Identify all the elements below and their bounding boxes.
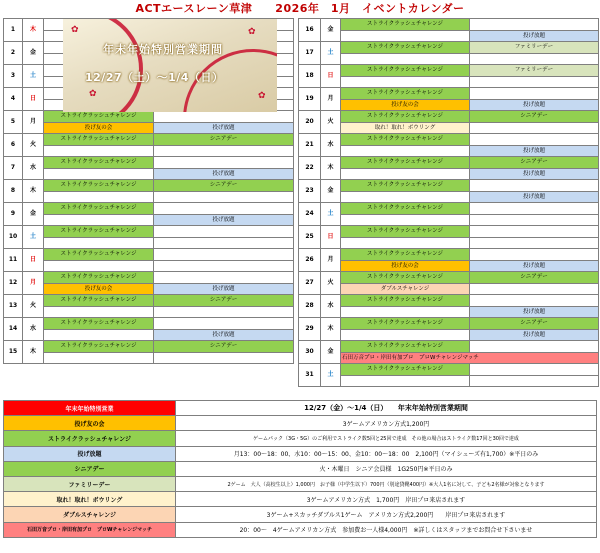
day-of-week: 木: [23, 19, 44, 42]
legend-label: ダブルスチャレンジ: [4, 507, 176, 522]
day-of-week: 月: [321, 88, 341, 111]
blossom-icon: ✿: [258, 91, 266, 101]
day-number: 1: [4, 19, 23, 42]
event-strike: ストライクラッシュチャレンジ: [44, 226, 154, 238]
event-hodai: 投げ放題: [154, 283, 294, 295]
calendar-row: [299, 30, 599, 42]
banner-dates: 12/27（土）～1/4（日）: [85, 71, 224, 84]
empty-cell: [470, 341, 599, 353]
calendar-row: [299, 272, 599, 284]
event-strike: ストライクラッシュチャレンジ: [44, 272, 154, 284]
empty-cell: [341, 145, 470, 157]
event-cell: 石田万音プロ・岸田有加プロ プロWチャレンジマッチ: [341, 352, 599, 364]
empty-cell: [341, 53, 470, 65]
calendar-row: [4, 318, 294, 330]
empty-cell: [44, 191, 154, 203]
calendar-row: [299, 145, 599, 157]
empty-cell: [470, 249, 599, 261]
event-strike: ストライクラッシュチャレンジ: [341, 249, 470, 261]
calendar-row: [299, 375, 599, 387]
legend-description: 20：00～ 4ゲームアメリカン方式 参加費お一人様4,000円 ※詳しくはスタッフまでお問合せ下さいませ: [176, 522, 597, 537]
day-of-week: 火: [23, 295, 44, 318]
calendar-row: [4, 180, 294, 192]
day-number: 13: [4, 295, 23, 318]
legend-description: 火・木曜日 シニア会員様 1G250円※平日のみ: [176, 461, 597, 476]
event-senior: シニアデー: [470, 318, 599, 330]
empty-cell: [470, 364, 599, 376]
day-number: 3: [4, 65, 23, 88]
day-number: 4: [4, 88, 23, 111]
day-number: 20: [299, 111, 321, 134]
empty-cell: [154, 260, 294, 272]
day-number: 12: [4, 272, 23, 295]
calendar-row: [299, 352, 599, 364]
empty-cell: [470, 122, 599, 134]
legend-table: [3, 400, 597, 538]
page-title: ACTエースレーン草津 2026年 1月 イベントカレンダー: [135, 2, 465, 15]
event-strike: ストライクラッシュチャレンジ: [341, 180, 470, 192]
event-nage: 投げ友の会: [44, 283, 154, 295]
day-number: 22: [299, 157, 321, 180]
event-senior: シニアデー: [154, 134, 294, 146]
empty-cell: [154, 249, 294, 261]
event-strike: ストライクラッシュチャレンジ: [44, 341, 154, 353]
day-of-week: 日: [321, 226, 341, 249]
legend-row: [4, 461, 597, 476]
empty-cell: [154, 157, 294, 169]
empty-cell: [154, 318, 294, 330]
calendar-row: [299, 341, 599, 353]
legend-description: 3ゲーム+スカッチダブルス1ゲーム アメリカン方式2,200円 岸田プロ来店されます: [176, 507, 597, 522]
event-strike: ストライクラッシュチャレンジ: [341, 42, 470, 54]
calendar-row: [299, 19, 599, 31]
day-of-week: 金: [321, 341, 341, 364]
calendar-row: [4, 203, 294, 215]
event-senior: シニアデー: [470, 111, 599, 123]
empty-cell: [44, 329, 154, 341]
calendar-row: [299, 295, 599, 307]
event-senior: シニアデー: [154, 180, 294, 192]
empty-cell: [470, 375, 599, 387]
day-of-week: 月: [23, 111, 44, 134]
event-strike: ストライクラッシュチャレンジ: [341, 65, 470, 77]
event-senior: シニアデー: [154, 295, 294, 307]
empty-cell: [44, 214, 154, 226]
legend-row: [4, 431, 597, 446]
day-of-week: 日: [321, 65, 341, 88]
legend-label: 投げ友の会: [4, 416, 176, 431]
event-nage: 投げ友の会: [341, 99, 470, 111]
day-of-week: 土: [321, 364, 341, 387]
calendar-row: [4, 134, 294, 146]
calendar-row: [4, 329, 294, 341]
legend-label: ファミリーデー: [4, 476, 176, 491]
empty-cell: [470, 214, 599, 226]
event-strike: ストライクラッシュチャレンジ: [341, 341, 470, 353]
day-of-week: 水: [23, 318, 44, 341]
legend-row: [4, 446, 597, 461]
day-number: 7: [4, 157, 23, 180]
event-hodai: 投げ放題: [470, 329, 599, 341]
empty-cell: [341, 30, 470, 42]
empty-cell: [341, 329, 470, 341]
event-senior: シニアデー: [154, 341, 294, 353]
day-of-week: 木: [23, 180, 44, 203]
event-strike: ストライクラッシュチャレンジ: [341, 318, 470, 330]
event-senior: シニアデー: [470, 272, 599, 284]
calendar-row: [299, 306, 599, 318]
event-strike: ストライクラッシュチャレンジ: [341, 157, 470, 169]
event-senior: シニアデー: [470, 157, 599, 169]
empty-cell: [154, 111, 294, 123]
empty-cell: [341, 76, 470, 88]
empty-cell: [341, 306, 470, 318]
event-boring: 取れ！取れ！ボウリング: [341, 122, 470, 134]
legend-label: シニアデー: [4, 461, 176, 476]
empty-cell: [154, 226, 294, 238]
day-of-week: 木: [321, 157, 341, 180]
calendar-row: [299, 76, 599, 88]
empty-cell: [470, 203, 599, 215]
calendar-row: [4, 145, 294, 157]
day-of-week: 日: [23, 249, 44, 272]
day-number: 8: [4, 180, 23, 203]
day-of-week: 金: [23, 42, 44, 65]
event-strike: ストライクラッシュチャレンジ: [341, 364, 470, 376]
event-strike: ストライクラッシュチャレンジ: [341, 134, 470, 146]
event-nage: 投げ友の会: [341, 260, 470, 272]
day-number: 5: [4, 111, 23, 134]
legend-label: 石田万音プロ・岸田有加プロ プロWチャレンジマッチ: [4, 522, 176, 537]
empty-cell: [470, 134, 599, 146]
calendar-row: [299, 180, 599, 192]
day-number: 28: [299, 295, 321, 318]
legend-row: [4, 416, 597, 431]
empty-cell: [341, 237, 470, 249]
empty-cell: [44, 168, 154, 180]
day-of-week: 火: [321, 111, 341, 134]
empty-cell: [154, 191, 294, 203]
legend-row: [4, 401, 597, 416]
calendar-row: [4, 352, 294, 364]
calendar-row: [4, 237, 294, 249]
legend-label: 年末年始特別営業: [4, 401, 176, 416]
event-hodai: 投げ放題: [154, 329, 294, 341]
blossom-icon: ✿: [248, 27, 256, 37]
event-strike: ストライクラッシュチャレンジ: [44, 318, 154, 330]
calendar-row: [4, 191, 294, 203]
day-number: 15: [4, 341, 23, 364]
legend-label: 取れ！取れ！ボウリング: [4, 492, 176, 507]
legend-description: 2ゲーム 大人（高校生以上）1,000円 お子様（中学生以下）700円（別途貸靴400円）※大人1名に対して、子ども2名様が対象となります: [176, 476, 597, 491]
day-number: 29: [299, 318, 321, 341]
calendar-row: [299, 111, 599, 123]
day-of-week: 月: [321, 249, 341, 272]
empty-cell: [44, 145, 154, 157]
day-of-week: 金: [321, 19, 341, 42]
calendar-row: [299, 65, 599, 77]
event-strike: ストライクラッシュチャレンジ: [341, 272, 470, 284]
calendar-row: [299, 168, 599, 180]
day-of-week: 土: [321, 203, 341, 226]
empty-cell: [44, 352, 154, 364]
legend-row: [4, 507, 597, 522]
empty-cell: [341, 168, 470, 180]
day-of-week: 金: [23, 203, 44, 226]
empty-cell: [154, 145, 294, 157]
empty-cell: [341, 214, 470, 226]
calendar-row: [4, 168, 294, 180]
legend-description: 3ゲームアメリカン方式 1,700円 岸田プロ来店されます: [176, 492, 597, 507]
empty-cell: [470, 53, 599, 65]
empty-cell: [154, 272, 294, 284]
day-number: 21: [299, 134, 321, 157]
calendar-row: [299, 99, 599, 111]
calendar-row: [4, 214, 294, 226]
calendar-row: [299, 42, 599, 54]
calendar-row: [299, 237, 599, 249]
empty-cell: [470, 295, 599, 307]
event-hodai: 投げ放題: [470, 30, 599, 42]
event-strike: ストライクラッシュチャレンジ: [44, 134, 154, 146]
empty-cell: [341, 191, 470, 203]
event-double: ダブルスチャレンジ: [341, 283, 470, 295]
day-number: 31: [299, 364, 321, 387]
event-strike: ストライクラッシュチャレンジ: [44, 180, 154, 192]
empty-cell: [44, 260, 154, 272]
empty-cell: [470, 88, 599, 100]
calendar-row: [4, 260, 294, 272]
empty-cell: [470, 19, 599, 31]
calendar-row: [4, 226, 294, 238]
blossom-icon: ✿: [71, 25, 79, 35]
empty-cell: [470, 237, 599, 249]
day-number: 19: [299, 88, 321, 111]
event-hodai: 投げ放題: [154, 168, 294, 180]
event-strike: ストライクラッシュチャレンジ: [44, 157, 154, 169]
event-family: ファミリーデー: [470, 42, 599, 54]
empty-cell: [154, 203, 294, 215]
day-number: 10: [4, 226, 23, 249]
calendar-row: [299, 191, 599, 203]
day-of-week: 水: [321, 295, 341, 318]
event-hodai: 投げ放題: [470, 306, 599, 318]
day-number: 6: [4, 134, 23, 157]
calendar-row: [299, 329, 599, 341]
calendar-row: [4, 111, 294, 123]
empty-cell: [470, 180, 599, 192]
calendar-right: [298, 18, 599, 387]
blossom-icon: ✿: [89, 89, 97, 99]
event-nage: 投げ友の会: [44, 122, 154, 134]
day-number: 11: [4, 249, 23, 272]
day-number: 16: [299, 19, 321, 42]
day-number: 2: [4, 42, 23, 65]
legend-row: [4, 476, 597, 491]
empty-cell: [44, 306, 154, 318]
banner-heading: 年末年始特別営業期間: [103, 43, 223, 56]
calendar-row: [4, 272, 294, 284]
empty-cell: [470, 226, 599, 238]
event-strike: ストライクラッシュチャレンジ: [341, 88, 470, 100]
day-of-week: 木: [321, 318, 341, 341]
calendar-row: [299, 214, 599, 226]
event-family: ファミリーデー: [470, 65, 599, 77]
calendar-row: [4, 341, 294, 353]
day-number: 9: [4, 203, 23, 226]
day-of-week: 土: [23, 65, 44, 88]
day-of-week: 金: [321, 180, 341, 203]
event-strike: ストライクラッシュチャレンジ: [341, 111, 470, 123]
day-of-week: 月: [23, 272, 44, 295]
calendar-row: [299, 122, 599, 134]
event-hodai: 投げ放題: [470, 168, 599, 180]
calendar-row: [299, 134, 599, 146]
legend-description: 12/27（金）～1/4（日） 年末年始特別営業期間: [176, 401, 597, 416]
calendar-row: [299, 283, 599, 295]
legend-description: 月13：00～18：00、水10：00～15：00、金10：00～18：00 2,100円（マイシューズ有1,700）※平日のみ: [176, 446, 597, 461]
legend-label: 投げ放題: [4, 446, 176, 461]
calendar-row: [4, 306, 294, 318]
event-hodai: 投げ放題: [470, 260, 599, 272]
day-of-week: 水: [23, 157, 44, 180]
day-number: 23: [299, 180, 321, 203]
event-strike: ストライクラッシュチャレンジ: [341, 226, 470, 238]
event-hodai: 投げ放題: [470, 191, 599, 203]
event-strike: ストライクラッシュチャレンジ: [44, 203, 154, 215]
calendar-row: [299, 364, 599, 376]
day-number: 26: [299, 249, 321, 272]
legend-row: [4, 522, 597, 537]
calendar-row: [4, 249, 294, 261]
day-number: 18: [299, 65, 321, 88]
event-strike: ストライクラッシュチャレンジ: [341, 295, 470, 307]
legend-description: ゲームパック（3G・5G）のご利用でストライク数5回と25回で達成 その他の場合はストライク数17回と30回で達成: [176, 431, 597, 446]
calendar-row: [299, 318, 599, 330]
empty-cell: [470, 283, 599, 295]
empty-cell: [154, 306, 294, 318]
event-hodai: 投げ放題: [470, 99, 599, 111]
calendar-row: [4, 157, 294, 169]
calendar-row: [4, 295, 294, 307]
calendar-row: [299, 203, 599, 215]
calendar-row: [299, 249, 599, 261]
day-of-week: 土: [23, 226, 44, 249]
day-number: 30: [299, 341, 321, 364]
legend-description: 3ゲームアメリカン方式1,200円: [176, 416, 597, 431]
event-hodai: 投げ放題: [154, 122, 294, 134]
calendar-row: [299, 226, 599, 238]
day-number: 14: [4, 318, 23, 341]
new-year-banner: [63, 19, 277, 112]
legend-row: [4, 492, 597, 507]
day-of-week: 土: [321, 42, 341, 65]
calendar-row: [299, 157, 599, 169]
event-strike: ストライクラッシュチャレンジ: [44, 249, 154, 261]
event-strike: ストライクラッシュチャレンジ: [44, 295, 154, 307]
event-strike: ストライクラッシュチャレンジ: [44, 111, 154, 123]
day-of-week: 水: [321, 134, 341, 157]
day-number: 24: [299, 203, 321, 226]
empty-cell: [154, 237, 294, 249]
empty-cell: [341, 375, 470, 387]
calendar-row: [299, 260, 599, 272]
day-number: 25: [299, 226, 321, 249]
day-of-week: 木: [23, 341, 44, 364]
empty-cell: [154, 352, 294, 364]
day-of-week: 火: [321, 272, 341, 295]
calendar-row: [4, 283, 294, 295]
event-strike: ストライクラッシュチャレンジ: [341, 203, 470, 215]
calendar-row: [299, 53, 599, 65]
day-of-week: 日: [23, 88, 44, 111]
calendar-row: [299, 88, 599, 100]
day-number: 27: [299, 272, 321, 295]
calendar-row: [4, 122, 294, 134]
event-hodai: 投げ放題: [470, 145, 599, 157]
day-of-week: 火: [23, 134, 44, 157]
event-strike: ストライクラッシュチャレンジ: [341, 19, 470, 31]
empty-cell: [44, 237, 154, 249]
empty-cell: [470, 76, 599, 88]
event-hodai: 投げ放題: [154, 214, 294, 226]
legend-label: ストライクラッシュチャレンジ: [4, 431, 176, 446]
day-number: 17: [299, 42, 321, 65]
